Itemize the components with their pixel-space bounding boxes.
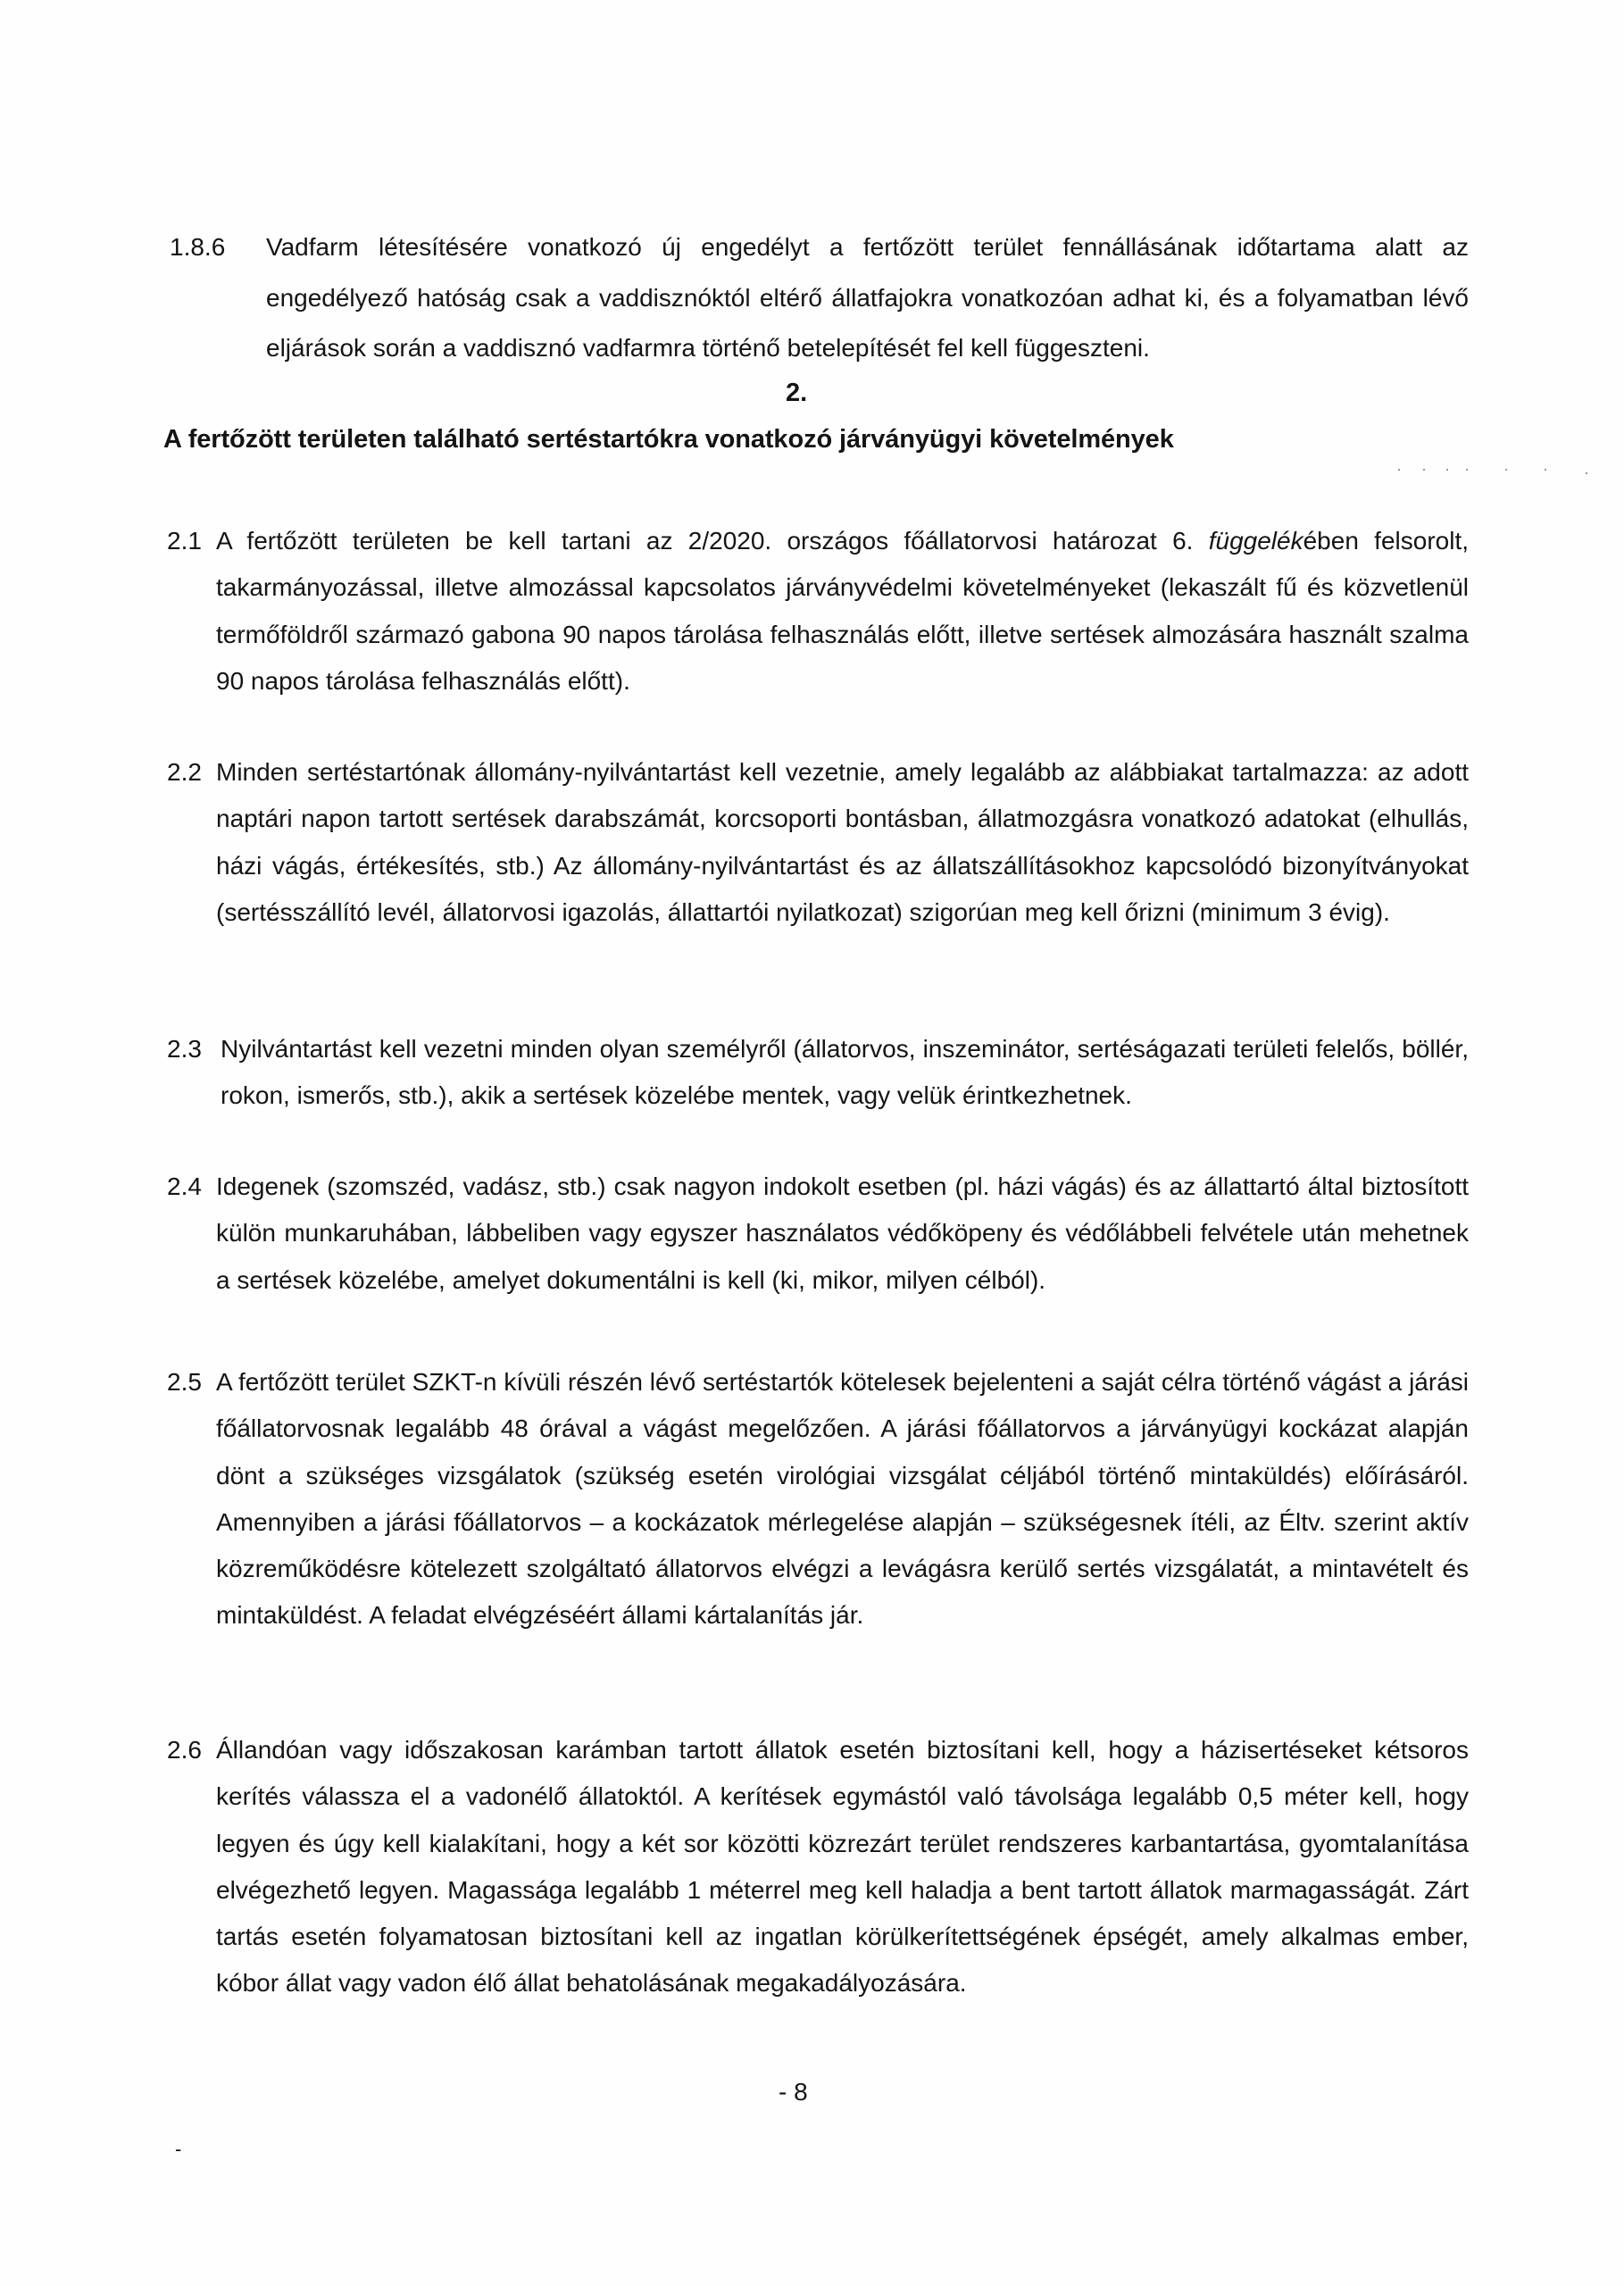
paragraph-number: 2.5 (167, 1368, 202, 1396)
scan-artifact-dots (1393, 469, 1616, 476)
paragraph-text: Nyilvántartást kell vezetni minden olyan személyről (állatorvos, inszeminátor, sertéságazati területi felelős, böllér, rokon, ismerős, stb.), akik a sertések közelébe mentek, vagy velük érintkezhetnek. (221, 1035, 1469, 1110)
paragraph-2-2 (167, 749, 1469, 936)
page-number: - 8 (779, 2078, 808, 2106)
paragraph-number: 1.8.6 (170, 233, 226, 261)
paragraph-number: 2.1 (167, 527, 202, 555)
paragraph-2-1 (167, 518, 1469, 705)
paragraph-2-4 (167, 1164, 1469, 1304)
paragraph-text: Minden sertéstartónak állomány-nyilvántartást kell vezetnie, amely legalább az alábbiakat tartalmazza: az adott naptári napon tartott sertések darabszámát, korcsoporti bontásban, állatmozgásra vonatkozó adatokat (elhullás, házi vágás, értékesítés, stb.) Az állomány-nyilvántartást és az állatszállításokhoz kapcsolódó bizonyítványokat (sertésszállító levél, állatorvosi igazolás, állattartói nyilatkozat) szigorúan meg kell őrizni (minimum 3 évig). (216, 758, 1469, 926)
italic-term: függelék (1208, 527, 1303, 555)
text-segment: ében felsorolt, takarmányozással, illetve almozással kapcsolatos járványvédelmi követelményeket (lekaszált fű és közvetlenül termőföldről származó gabona 90 napos tárolása felhasználás előtt, illetve sertések almozására használt szalma 90 napos tárolása felhasználás előtt). (216, 527, 1470, 695)
paragraph-text: A fertőzött terület SZKT-n kívüli részén lévő sertéstartók kötelesek bejelenteni a saját célra történő vágást a járási főállatorvosnak legalább 48 órával a vágást megelőzően. A járási főállatorvos a járványügyi kockázat alapján dönt a szükséges vizsgálatok (szükség esetén virológiai vizsgálat céljából történő mintaküldés) előírásáról. Amennyiben a járási főállatorvos – a kockázatok mérlegelése alapján – szükségesnek ítéli, az Éltv. szerint aktív közreműködésre kötelezett szolgáltató állatorvos elvégzi a levágásra kerülő sertés vizsgálatát, a mintavételt és mintaküldést. A feladat elvégzéséért állami kártalanítás jár. (216, 1368, 1469, 1630)
paragraph-text (216, 518, 1469, 705)
paragraph-text: Állandóan vagy időszakosan karámban tartott állatok esetén biztosítani kell, hogy a házisertéseket kétsoros kerítés válassza el a vadonélő állatoktól. A kerítések egymástól való távolsága legalább 0,5 méter kell, hogy legyen és úgy kell kialakítani, hogy a két sor közötti közrezárt terület rendszeres karbantartása, gyomtalanítása elvégezhető legyen. Magassága legalább 1 méterrel meg kell haladja a bent tartott állatok marmagasságát. Zárt tartás esetén folyamatosan biztosítani kell az ingatlan körülkerítettségének épségét, amely alkalmas ember, kóbor állat vagy vadon élő állat behatolásának megakadályozására. (216, 1736, 1469, 1998)
paragraph-number: 2.2 (167, 758, 202, 786)
section-number: 2. (786, 379, 808, 407)
paragraph-2-5 (167, 1359, 1469, 1639)
paragraph-number: 2.6 (167, 1736, 202, 1764)
section-title: A fertőzött területen található sertéstartókra vonatkozó járványügyi követelmények (163, 425, 1174, 454)
footer-mark: - (175, 2138, 182, 2160)
paragraph-number: 2.3 (167, 1035, 202, 1063)
paragraph-2-6 (167, 1727, 1469, 2007)
paragraph-text: Idegenek (szomszéd, vadász, stb.) csak nagyon indokolt esetben (pl. házi vágás) és az állattartó által biztosított külön munkaruhában, lábbeliben vagy egyszer használatos védőköpeny és védőlábbeli felvétele után mehetnek a sertések közelébe, amelyet dokumentálni is kell (ki, mikor, milyen célból). (216, 1172, 1469, 1294)
paragraph-1-8-6 (170, 222, 1469, 374)
paragraph-text: Vadfarm létesítésére vonatkozó új engedélyt a fertőzött terület fennállásának időtartama alatt az engedélyező hatóság csak a vaddisznóktól eltérő állatfajokra vonatkozóan adhat ki, és a folyamatban lévő eljárások során a vaddisznó vadfarmra történő betelepítését fel kell függeszteni. (266, 233, 1469, 362)
text-segment: A fertőzött területen be kell tartani az 2/2020. országos főállatorvosi határozat 6. (216, 527, 1209, 555)
paragraph-number: 2.4 (167, 1172, 202, 1200)
paragraph-2-3 (167, 1026, 1469, 1120)
